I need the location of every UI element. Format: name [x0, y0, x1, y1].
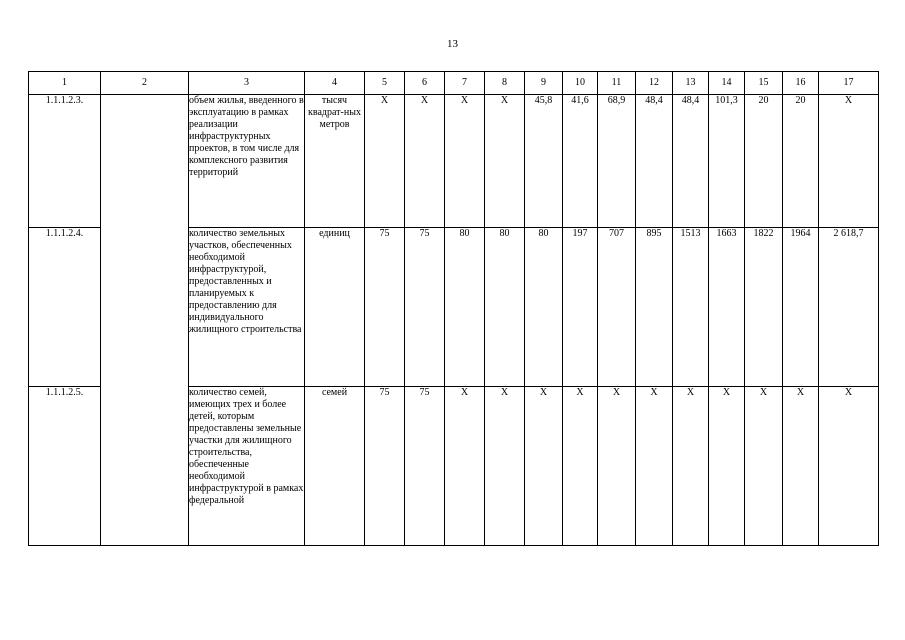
- value-cell: 1822: [745, 228, 783, 387]
- value-cell: Х: [485, 95, 525, 228]
- value-cell: 41,6: [563, 95, 598, 228]
- value-cell: Х: [783, 387, 819, 546]
- column-header: 9: [525, 72, 563, 95]
- value-cell: Х: [598, 387, 636, 546]
- row-unit: единиц: [305, 228, 365, 387]
- column-header: 17: [819, 72, 879, 95]
- value-cell: 68,9: [598, 95, 636, 228]
- column-header: 14: [709, 72, 745, 95]
- column-header: 16: [783, 72, 819, 95]
- value-cell: Х: [745, 387, 783, 546]
- value-cell: 1513: [673, 228, 709, 387]
- value-cell: 20: [783, 95, 819, 228]
- row-unit: семей: [305, 387, 365, 546]
- row-name: количество земельных участков, обеспеченных необходимой инфраструктурой, предоставленных и планируемых к предоставлению для индивидуального жилищного строительства: [189, 228, 305, 387]
- row-name: количество семей, имеющих трех и более детей, которым предоставлены земельные участки для жилищного строительства, обеспеченные необходимой инфраструктурой в рамках федеральной: [189, 387, 305, 546]
- merged-empty-cell: [101, 95, 189, 546]
- value-cell: Х: [365, 95, 405, 228]
- row-code: 1.1.1.2.4.: [29, 228, 101, 387]
- column-header: 3: [189, 72, 305, 95]
- column-header: 13: [673, 72, 709, 95]
- value-cell: 80: [485, 228, 525, 387]
- value-cell: Х: [445, 95, 485, 228]
- column-header: 1: [29, 72, 101, 95]
- value-cell: 80: [525, 228, 563, 387]
- value-cell: Х: [485, 387, 525, 546]
- indicators-table: [28, 71, 879, 546]
- value-cell: Х: [445, 387, 485, 546]
- value-cell: 75: [405, 228, 445, 387]
- column-header: 15: [745, 72, 783, 95]
- value-cell: 2 618,7: [819, 228, 879, 387]
- value-cell: Х: [819, 95, 879, 228]
- column-header: 10: [563, 72, 598, 95]
- value-cell: Х: [819, 387, 879, 546]
- value-cell: 75: [365, 228, 405, 387]
- value-cell: Х: [636, 387, 673, 546]
- row-code: 1.1.1.2.3.: [29, 95, 101, 228]
- page-number: 13: [447, 38, 458, 50]
- value-cell: 48,4: [636, 95, 673, 228]
- value-cell: 197: [563, 228, 598, 387]
- value-cell: 80: [445, 228, 485, 387]
- column-header: 8: [485, 72, 525, 95]
- table-row: [29, 95, 879, 228]
- header-row: [29, 72, 879, 95]
- column-header: 5: [365, 72, 405, 95]
- column-header: 6: [405, 72, 445, 95]
- value-cell: Х: [709, 387, 745, 546]
- value-cell: 1663: [709, 228, 745, 387]
- column-header: 2: [101, 72, 189, 95]
- value-cell: 20: [745, 95, 783, 228]
- column-header: 4: [305, 72, 365, 95]
- value-cell: 45,8: [525, 95, 563, 228]
- value-cell: Х: [525, 387, 563, 546]
- column-header: 11: [598, 72, 636, 95]
- value-cell: 48,4: [673, 95, 709, 228]
- value-cell: 75: [405, 387, 445, 546]
- row-name: объем жилья, введенного в эксплуатацию в рамках реализации инфраструктурных проектов, в том числе для комплексного развития территорий: [189, 95, 305, 228]
- value-cell: Х: [673, 387, 709, 546]
- column-header: 7: [445, 72, 485, 95]
- value-cell: 895: [636, 228, 673, 387]
- value-cell: Х: [563, 387, 598, 546]
- row-code: 1.1.1.2.5.: [29, 387, 101, 546]
- value-cell: 101,3: [709, 95, 745, 228]
- row-unit: тысяч квадрат-ных метров: [305, 95, 365, 228]
- value-cell: 1964: [783, 228, 819, 387]
- value-cell: 707: [598, 228, 636, 387]
- value-cell: 75: [365, 387, 405, 546]
- value-cell: Х: [405, 95, 445, 228]
- column-header: 12: [636, 72, 673, 95]
